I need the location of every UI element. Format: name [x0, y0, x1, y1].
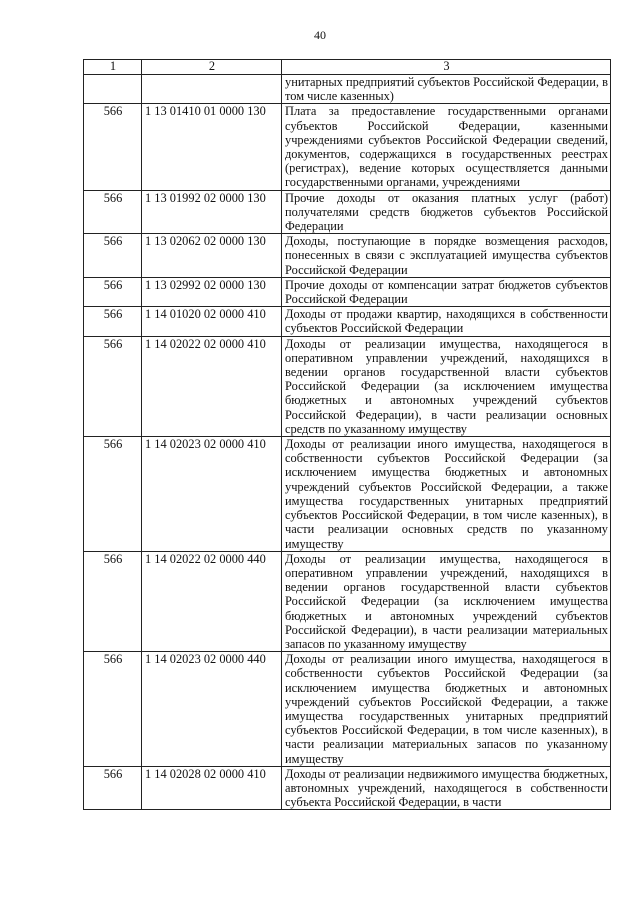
- table-row: [84, 104, 611, 190]
- page-number: 40: [314, 28, 326, 42]
- administrator-code: 566: [84, 234, 142, 278]
- table-row: [84, 190, 611, 234]
- table-row: [84, 234, 611, 278]
- revenue-description: Доходы от реализации имущества, находящегося в оперативном управлении учреждений, находящихся в ведении органов государственной власти субъектов Российской Федерации (за исключением имущества бюджетных и автономных учреждений субъектов Российской Федерации), в части реализации основных средств по указанному имуществу: [282, 336, 611, 436]
- administrator-code: 566: [84, 652, 142, 767]
- revenue-description: Доходы, поступающие в порядке возмещения расходов, понесенных в связи с эксплуатацией имущества субъектов Российской Федерации: [282, 234, 611, 278]
- administrator-code: 566: [84, 190, 142, 234]
- revenue-description: Доходы от реализации иного имущества, находящегося в собственности субъектов Российской Федерации (за исключением имущества бюджетных и автономных учреждений субъектов Российской Федерации, а также имущества государственных унитарных предприятий субъектов Российской Федерации, в том числе казенных), в части реализации материальных запасов по указанному имуществу: [282, 652, 611, 767]
- revenue-description: Прочие доходы от компенсации затрат бюджетов субъектов Российской Федерации: [282, 277, 611, 306]
- table-row: [84, 766, 611, 810]
- administrator-code: 566: [84, 336, 142, 436]
- administrator-code: 566: [84, 437, 142, 552]
- column-header-2: 2: [142, 60, 282, 75]
- budget-classification-code: 1 14 02028 02 0000 410: [142, 766, 282, 810]
- administrator-code: 566: [84, 277, 142, 306]
- administrator-code: 566: [84, 551, 142, 651]
- revenue-description: Прочие доходы от оказания платных услуг (работ) получателями средств бюджетов субъектов Российской Федерации: [282, 190, 611, 234]
- table-row: [84, 307, 611, 336]
- budget-classification-code: 1 13 01410 01 0000 130: [142, 104, 282, 190]
- administrator-code: 566: [84, 766, 142, 810]
- budget-classification-code: 1 14 02022 02 0000 410: [142, 336, 282, 436]
- column-header-3: 3: [282, 60, 611, 75]
- administrator-code: 566: [84, 104, 142, 190]
- administrator-code: [84, 75, 142, 104]
- budget-classification-code: 1 13 02062 02 0000 130: [142, 234, 282, 278]
- budget-classification-code: 1 14 01020 02 0000 410: [142, 307, 282, 336]
- revenue-codes-table: [83, 59, 611, 810]
- column-header-1: 1: [84, 60, 142, 75]
- revenue-description: унитарных предприятий субъектов Российской Федерации, в том числе казенных): [282, 75, 611, 104]
- budget-classification-code: 1 14 02022 02 0000 440: [142, 551, 282, 651]
- table-row: [84, 551, 611, 651]
- budget-classification-code: [142, 75, 282, 104]
- table-row: [84, 437, 611, 552]
- budget-classification-code: 1 14 02023 02 0000 440: [142, 652, 282, 767]
- budget-classification-code: 1 14 02023 02 0000 410: [142, 437, 282, 552]
- revenue-description: Доходы от продажи квартир, находящихся в собственности субъектов Российской Федерации: [282, 307, 611, 336]
- revenue-description: Доходы от реализации имущества, находящегося в оперативном управлении учреждений, находящихся в ведении органов государственной власти субъектов Российской Федерации (за исключением имущества бюджетных и автономных учреждений субъектов Российской Федерации), в части реализации материальных запасов по указанному имуществу: [282, 551, 611, 651]
- revenue-description: Доходы от реализации иного имущества, находящегося в собственности субъектов Российской Федерации (за исключением имущества бюджетных и автономных учреждений субъектов Российской Федерации, а также имущества государственных унитарных предприятий субъектов Российской Федерации, в том числе казенных), в части реализации основных средств по указанному имуществу: [282, 437, 611, 552]
- table-header-row: [84, 60, 611, 75]
- revenue-description: Доходы от реализации недвижимого имущества бюджетных, автономных учреждений, находящегося в собственности субъекта Российской Федерации, в части: [282, 766, 611, 810]
- table-row: [84, 75, 611, 104]
- budget-classification-code: 1 13 02992 02 0000 130: [142, 277, 282, 306]
- table-row: [84, 277, 611, 306]
- administrator-code: 566: [84, 307, 142, 336]
- budget-classification-code: 1 13 01992 02 0000 130: [142, 190, 282, 234]
- revenue-description: Плата за предоставление государственными органами субъектов Российской Федерации, казенными учреждениями субъектов Российской Федерации сведений, документов, содержащихся в государственных реестрах (регистрах), ведение которых осуществляется данными государственными органами, учреждениями: [282, 104, 611, 190]
- table-row: [84, 336, 611, 436]
- table-row: [84, 652, 611, 767]
